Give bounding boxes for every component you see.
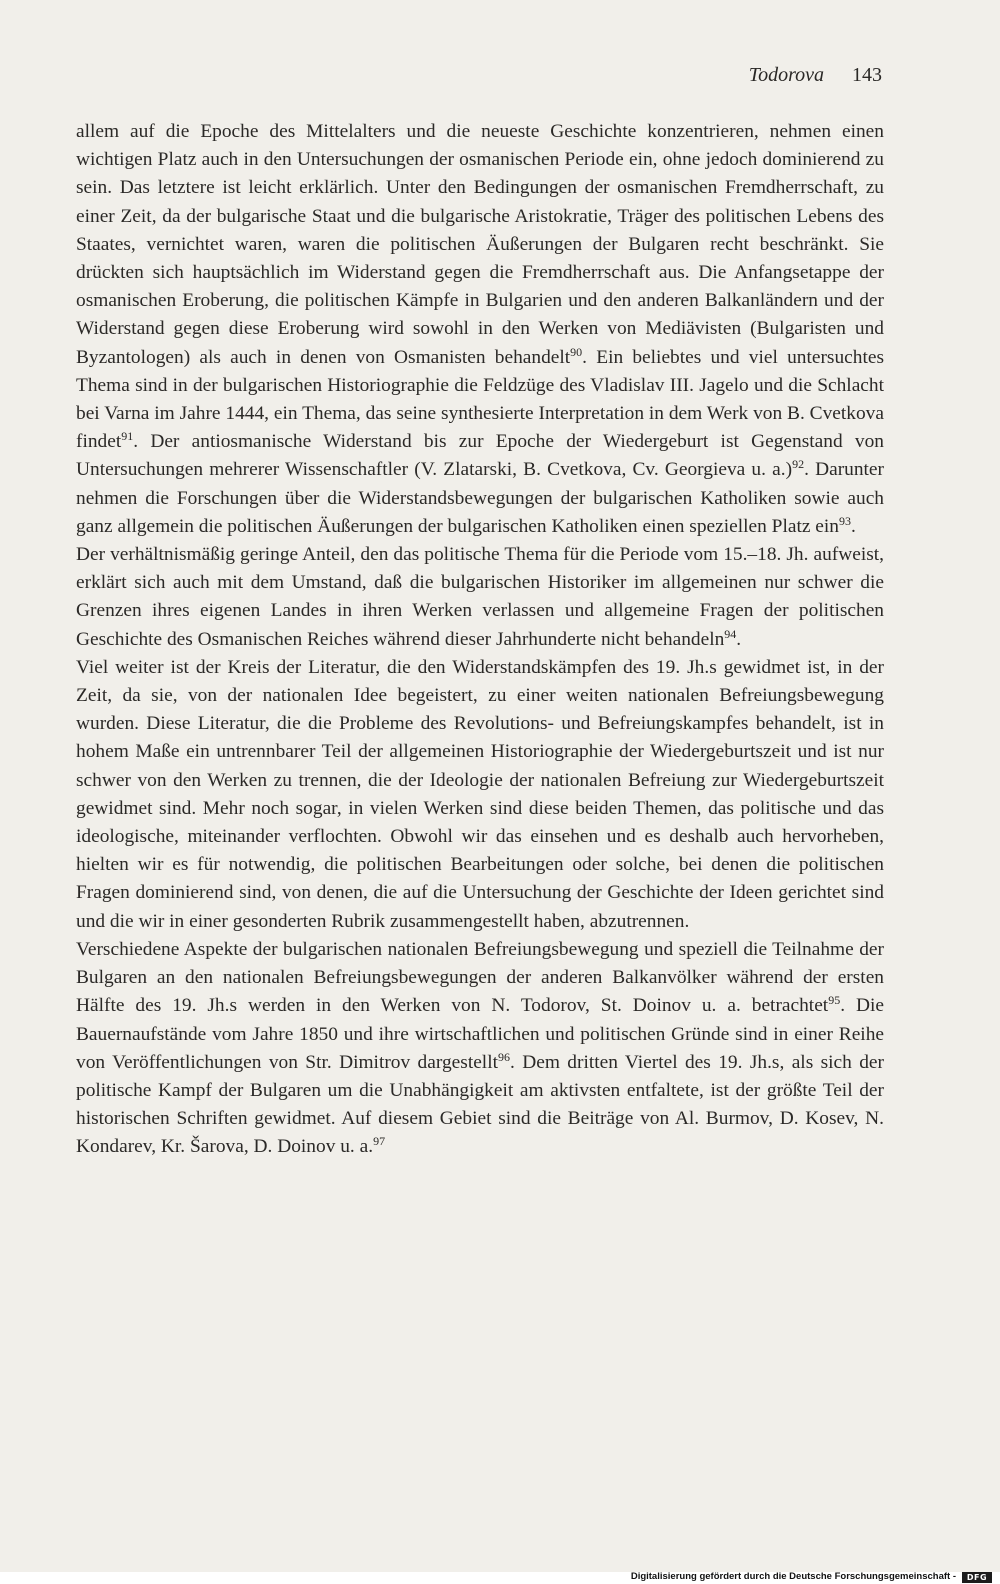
paragraph-text: Viel weiter ist der Kreis der Literatur, die den Widerstandskämpfen des 19. Jh.s gewidmet ist, in der Zeit, da sie, von der nationalen Idee begeistert, zu einer weiten nationalen Befreiungsbewegung wurden. Diese Literatur, die die Probleme des Revolutions- und Befreiungskampfes behandelt, ist in hohem Maße ein untrennbarer Teil der allgemeinen Historiographie der Wiedergeburtszeit und ist nur schwer von den Werken zu trennen, die der Ideologie der nationalen Befreiung zur Wiedergeburtszeit gewidmet sind. Mehr noch sogar, in vielen Werken sind diese beiden Themen, das politische und das ideologische, miteinander verflochten. Obwohl wir das einsehen und es deshalb auch hervorheben, hielten wir es für notwendig, die politischen Bearbeitungen oder solche, bei denen die politischen Fragen dominierend sind, von denen, die auf die Untersuchung der Geschichte der Ideen gerichtet sind und die wir in einer gesonderten Rubrik zusammengestellt haben, abzutrennen. xyxy=(76,656,884,932)
footnote-marker: 97 xyxy=(373,1134,386,1149)
footnote-marker: 93 xyxy=(838,513,851,528)
running-head-author: Todorova xyxy=(748,64,824,86)
digitization-credit: Digitalisierung gefördert durch die Deutsche Forschungsgemeinschaft - xyxy=(630,1571,956,1582)
paragraph-text: . xyxy=(736,628,742,650)
footnote-marker: 91 xyxy=(121,429,134,444)
paragraph-text: . Ein beliebtes und viel untersuchtes Thema sind in der bulgarischen Historiographie die Feldzüge des Vladislav III. Jagelo und die Schlacht bei Varna im Jahre 1444, ein Thema, das seine synthesierte Interpretation in dem Werk von B. Cvetkova findet xyxy=(76,346,884,453)
paragraph xyxy=(76,936,884,1162)
paragraph-text: Der verhältnismäßig geringe Anteil, den das politische Thema für die Periode vom 15.–18. Jh. aufweist, erklärt sich auch mit dem Umstand, daß die bulgarischen Historiker im allgemeinen nur schwer die Grenzen ihres eigenen Landes in ihren Werken verlassen und allgemeine Fragen der politischen Geschichte des Osmanischen Reiches während dieser Jahrhunderte nicht behandeln xyxy=(76,544,884,650)
running-head xyxy=(749,64,882,87)
footnote-marker: 92 xyxy=(792,457,805,472)
body-text xyxy=(76,118,884,1162)
paragraph-text: allem auf die Epoche des Mittelalters und die neueste Geschichte konzentrieren, nehmen einen wichtigen Platz auch in den Untersuchungen der osmanischen Periode ein, ohne jedoch dominierend zu sein. Das letztere ist leicht erklärlich. Unter den Bedingungen der osmanischen Fremdherrschaft, zu einer Zeit, da der bulgarische Staat und die bulgarische Aristokratie, Träger des politischen Lebens des Staates, vernichtet waren, waren die politischen Äußerungen der Bulgaren recht beschränkt. Sie drückten sich hauptsächlich im Widerstand gegen die Fremdherrschaft aus. Die Anfangsetappe der osmanischen Eroberung, die politischen Kämpfe in Bulgarien und den anderen Balkanländern und der Widerstand gegen diese Eroberung wird sowohl in den Werken von Mediävisten (Bulgaristen und Byzantologen) als auch in denen von Osmanisten behandelt xyxy=(76,121,884,368)
paragraph xyxy=(76,118,884,541)
paragraph-text: . Dem dritten Viertel des 19. Jh.s, als sich der politische Kampf der Bulgaren um die Unabhängigkeit am aktivsten entfaltete, ist der größte Teil der historischen Schriften gewidmet. Auf diesem Gebiet sind die Beiträge von Al. Burmov, D. Kosev, N. Kondarev, Kr. Šarova, D. Doinov u. a. xyxy=(76,1051,884,1158)
paragraph-text: Verschiedene Aspekte der bulgarischen nationalen Befreiungsbewegung und speziell die Teilnahme der Bulgaren an den nationalen Befreiungsbewegungen der anderen Balkanvölker während der ersten Hälfte des 19. Jh.s werden in den Werken von N. Todorov, St. Doinov u. a. betrachtet xyxy=(76,938,884,1017)
paragraph-text: . Die Bauernaufstände vom Jahre 1850 und ihre wirtschaftlichen und politischen Gründe sind in einer Reihe von Veröffentlichungen von Str. Dimitrov dargestellt xyxy=(76,995,884,1073)
paragraph-text: . Der antiosmanische Widerstand bis zur Epoche der Wiedergeburt ist Gegenstand von Untersuchungen mehrerer Wissenschaftler (V. Zlatarski, B. Cvetkova, Cv. Georgieva u. a.) xyxy=(76,431,884,481)
footnote-marker: 90 xyxy=(570,344,583,359)
paragraph xyxy=(76,541,884,654)
paragraph-text: . Darunter nehmen die Forschungen über die Widerstandsbewegungen der bulgarischen Katholiken sowie auch ganz allgemein die politischen Äußerungen der bulgarischen Katholiken einen speziellen Platz ein xyxy=(76,459,884,537)
paragraph xyxy=(76,654,884,936)
paragraph-text: . xyxy=(850,515,856,537)
dfg-logo: DFG xyxy=(962,1572,992,1583)
page-number: 143 xyxy=(852,64,882,86)
footnote-marker: 96 xyxy=(497,1049,510,1064)
footnote-marker: 95 xyxy=(828,993,841,1008)
footnote-marker: 94 xyxy=(724,626,737,641)
